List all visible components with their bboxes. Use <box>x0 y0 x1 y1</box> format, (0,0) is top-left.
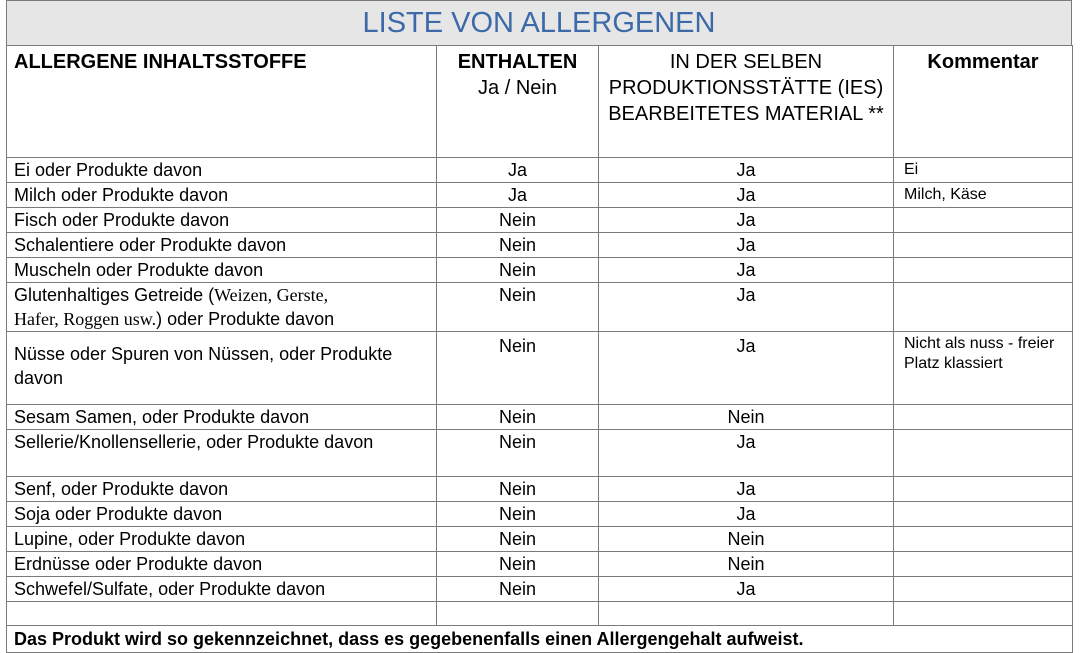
comment-value <box>894 552 1073 577</box>
comment-value <box>894 430 1073 477</box>
allergen-name: Erdnüsse oder Produkte davon <box>7 552 437 577</box>
table-row <box>7 405 1073 430</box>
same-facility-value: Ja <box>599 577 894 602</box>
comment-value: Nicht als nuss - freier Platz klassiert <box>894 332 1073 405</box>
allergen-name-serif: Hafer, Roggen usw. <box>14 309 157 329</box>
allergen-name: Muscheln oder Produkte davon <box>7 258 437 283</box>
allergen-name-serif: Weizen, Gerste, <box>214 285 329 305</box>
same-facility-value: Nein <box>599 405 894 430</box>
table-row <box>7 552 1073 577</box>
comment-value <box>894 477 1073 502</box>
table-row <box>7 477 1073 502</box>
comment-value <box>894 258 1073 283</box>
header-ingredients: ALLERGENE INHALTSSTOFFE <box>7 46 437 158</box>
comment-value: Ei <box>894 158 1073 183</box>
contains-value: Nein <box>437 332 599 405</box>
same-facility-value: Nein <box>599 552 894 577</box>
same-facility-value: Nein <box>599 527 894 552</box>
table-row <box>7 527 1073 552</box>
same-facility-value: Ja <box>599 477 894 502</box>
allergen-name-part: ) oder Produkte davon <box>156 309 335 329</box>
allergen-name: Sesam Samen, oder Produkte davon <box>7 405 437 430</box>
table-row <box>7 430 1073 477</box>
empty-cell <box>437 602 599 626</box>
allergen-name: Schwefel/Sulfate, oder Produkte davon <box>7 577 437 602</box>
contains-value: Nein <box>437 208 599 233</box>
allergen-name: Fisch oder Produkte davon <box>7 208 437 233</box>
allergen-name: Nüsse oder Spuren von Nüssen, oder Produkte davon <box>7 332 437 405</box>
comment-value: Milch, Käse <box>894 183 1073 208</box>
comment-value <box>894 527 1073 552</box>
contains-value: Nein <box>437 477 599 502</box>
header-row <box>7 46 1073 158</box>
same-facility-value: Ja <box>599 258 894 283</box>
empty-row <box>7 602 1073 626</box>
same-facility-value: Ja <box>599 183 894 208</box>
table-row <box>7 183 1073 208</box>
allergen-name: Sellerie/Knollensellerie, oder Produkte davon <box>7 430 437 477</box>
same-facility-value: Ja <box>599 233 894 258</box>
allergen-name: Ei oder Produkte davon <box>7 158 437 183</box>
table-row <box>7 332 1073 405</box>
contains-value: Nein <box>437 527 599 552</box>
table-row <box>7 502 1073 527</box>
header-comment: Kommentar <box>894 46 1073 158</box>
contains-value: Nein <box>437 405 599 430</box>
same-facility-value: Ja <box>599 502 894 527</box>
comment-value <box>894 502 1073 527</box>
same-facility-value: Ja <box>599 283 894 332</box>
footer-row <box>7 626 1073 653</box>
table-row <box>7 158 1073 183</box>
empty-cell <box>599 602 894 626</box>
comment-value <box>894 208 1073 233</box>
allergen-name: Lupine, oder Produkte davon <box>7 527 437 552</box>
allergen-name: Milch oder Produkte davon <box>7 183 437 208</box>
contains-value: Nein <box>437 233 599 258</box>
contains-value: Nein <box>437 552 599 577</box>
allergen-table <box>6 45 1073 653</box>
same-facility-value: Ja <box>599 208 894 233</box>
contains-value: Nein <box>437 283 599 332</box>
contains-value: Nein <box>437 577 599 602</box>
allergen-name <box>7 283 437 332</box>
allergen-name: Schalentiere oder Produkte davon <box>7 233 437 258</box>
header-contains-title: ENTHALTEN <box>457 51 578 73</box>
comment-value <box>894 405 1073 430</box>
sheet-title: LISTE VON ALLERGENEN <box>6 0 1072 45</box>
header-contains-sub: Ja / Nein <box>478 77 557 99</box>
table-row <box>7 258 1073 283</box>
contains-value: Ja <box>437 158 599 183</box>
contains-value: Nein <box>437 430 599 477</box>
table-row <box>7 577 1073 602</box>
empty-cell <box>894 602 1073 626</box>
same-facility-value: Ja <box>599 332 894 405</box>
allergen-name-part: Glutenhaltiges Getreide ( <box>14 285 215 305</box>
table-row <box>7 283 1073 332</box>
allergen-name: Soja oder Produkte davon <box>7 502 437 527</box>
header-same-facility: IN DER SELBEN PRODUKTIONSSTÄTTE (IES) BEARBEITETES MATERIAL ** <box>599 46 894 158</box>
comment-value <box>894 283 1073 332</box>
header-contains <box>437 46 599 158</box>
empty-cell <box>7 602 437 626</box>
footer-note: Das Produkt wird so gekennzeichnet, dass es gegebenenfalls einen Allergengehalt aufweist. <box>7 626 1073 653</box>
comment-value <box>894 577 1073 602</box>
table-row <box>7 208 1073 233</box>
allergen-sheet <box>6 0 1072 653</box>
same-facility-value: Ja <box>599 158 894 183</box>
allergen-name: Senf, oder Produkte davon <box>7 477 437 502</box>
contains-value: Nein <box>437 502 599 527</box>
contains-value: Nein <box>437 258 599 283</box>
comment-value <box>894 233 1073 258</box>
contains-value: Ja <box>437 183 599 208</box>
same-facility-value: Ja <box>599 430 894 477</box>
table-row <box>7 233 1073 258</box>
